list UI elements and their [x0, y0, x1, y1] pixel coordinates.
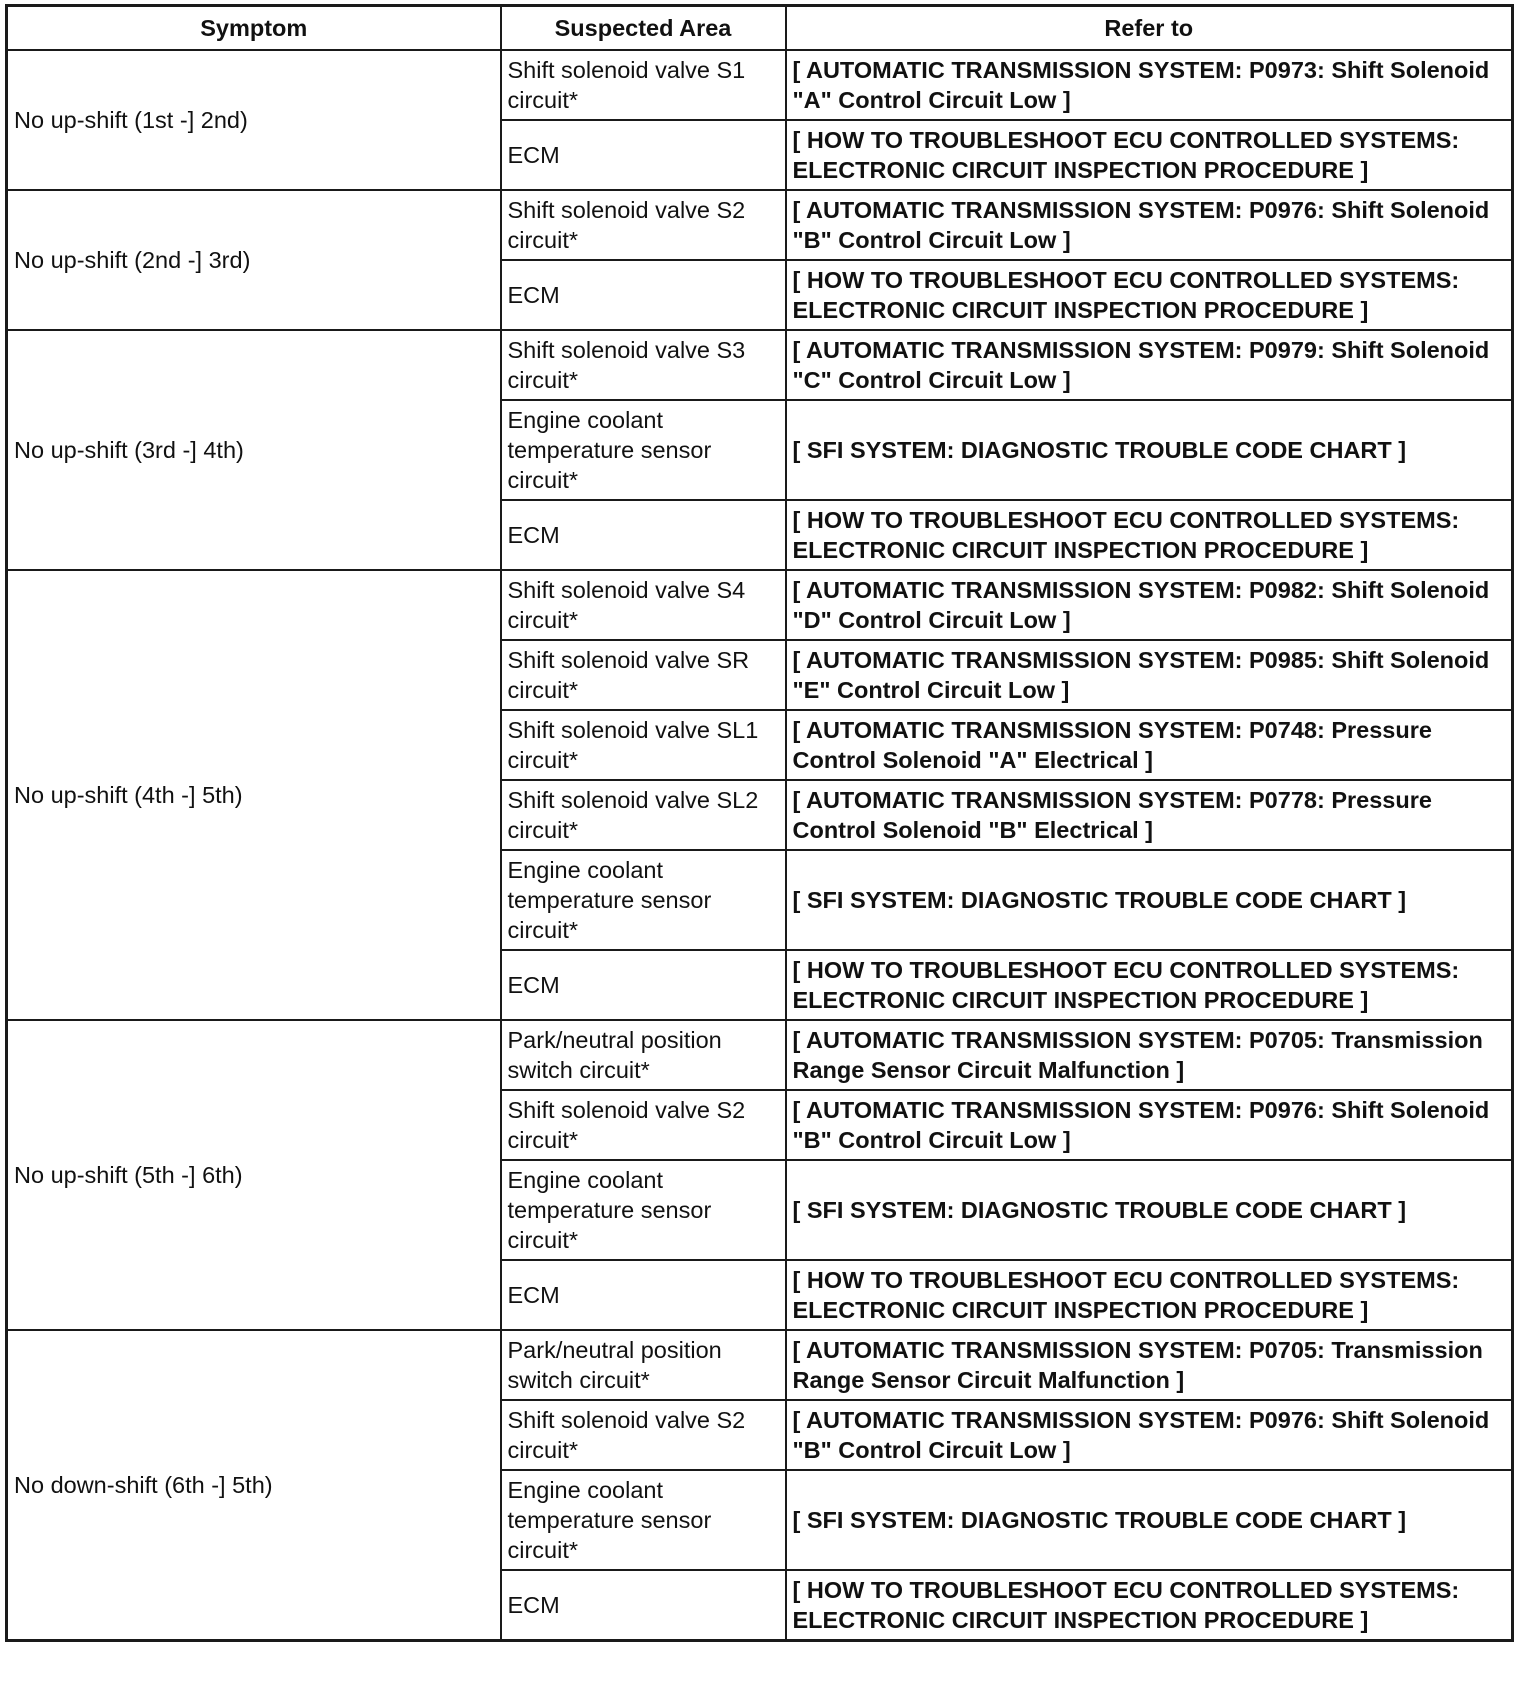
refer-to-link[interactable]: [ HOW TO TROUBLESHOOT ECU CONTROLLED SYSTEMS: ELECTRONIC CIRCUIT INSPECTION PROCEDURE ]	[786, 260, 1513, 330]
refer-to-link[interactable]: [ AUTOMATIC TRANSMISSION SYSTEM: P0979: Shift Solenoid "C" Control Circuit Low ]	[786, 330, 1513, 400]
suspected-area-cell: Engine coolant temperature sensor circuit*	[501, 1160, 786, 1260]
suspected-area-cell: ECM	[501, 1570, 786, 1641]
refer-to-link[interactable]: [ HOW TO TROUBLESHOOT ECU CONTROLLED SYSTEMS: ELECTRONIC CIRCUIT INSPECTION PROCEDURE ]	[786, 950, 1513, 1020]
suspected-area-cell: Shift solenoid valve S2 circuit*	[501, 190, 786, 260]
refer-to-link[interactable]: [ AUTOMATIC TRANSMISSION SYSTEM: P0976: Shift Solenoid "B" Control Circuit Low ]	[786, 1400, 1513, 1470]
table-row	[7, 50, 1513, 120]
suspected-area-cell: ECM	[501, 260, 786, 330]
refer-to-link[interactable]: [ SFI SYSTEM: DIAGNOSTIC TROUBLE CODE CHART ]	[786, 1160, 1513, 1260]
refer-to-link[interactable]: [ SFI SYSTEM: DIAGNOSTIC TROUBLE CODE CHART ]	[786, 850, 1513, 950]
header-refer-to: Refer to	[786, 6, 1513, 51]
refer-to-link[interactable]: [ AUTOMATIC TRANSMISSION SYSTEM: P0748: Pressure Control Solenoid "A" Electrical ]	[786, 710, 1513, 780]
table-row	[7, 330, 1513, 400]
refer-to-link[interactable]: [ HOW TO TROUBLESHOOT ECU CONTROLLED SYSTEMS: ELECTRONIC CIRCUIT INSPECTION PROCEDURE ]	[786, 1260, 1513, 1330]
table-row	[7, 1020, 1513, 1090]
symptom-cell: No up-shift (2nd -] 3rd)	[7, 190, 501, 330]
refer-to-link[interactable]: [ AUTOMATIC TRANSMISSION SYSTEM: P0985: Shift Solenoid "E" Control Circuit Low ]	[786, 640, 1513, 710]
symptom-cell: No up-shift (1st -] 2nd)	[7, 50, 501, 190]
refer-to-link[interactable]: [ HOW TO TROUBLESHOOT ECU CONTROLLED SYSTEMS: ELECTRONIC CIRCUIT INSPECTION PROCEDURE ]	[786, 500, 1513, 570]
header-row	[7, 6, 1513, 51]
symptom-cell: No up-shift (4th -] 5th)	[7, 570, 501, 1020]
suspected-area-cell: Shift solenoid valve SL1 circuit*	[501, 710, 786, 780]
refer-to-link[interactable]: [ AUTOMATIC TRANSMISSION SYSTEM: P0705: Transmission Range Sensor Circuit Malfunction ]	[786, 1020, 1513, 1090]
suspected-area-cell: Shift solenoid valve SR circuit*	[501, 640, 786, 710]
symptom-cell: No up-shift (5th -] 6th)	[7, 1020, 501, 1330]
refer-to-link[interactable]: [ AUTOMATIC TRANSMISSION SYSTEM: P0973: Shift Solenoid "A" Control Circuit Low ]	[786, 50, 1513, 120]
refer-to-link[interactable]: [ AUTOMATIC TRANSMISSION SYSTEM: P0982: Shift Solenoid "D" Control Circuit Low ]	[786, 570, 1513, 640]
suspected-area-cell: Engine coolant temperature sensor circuit*	[501, 850, 786, 950]
refer-to-link[interactable]: [ SFI SYSTEM: DIAGNOSTIC TROUBLE CODE CHART ]	[786, 1470, 1513, 1570]
suspected-area-cell: Shift solenoid valve S2 circuit*	[501, 1090, 786, 1160]
table-body	[7, 50, 1513, 1641]
suspected-area-cell: ECM	[501, 950, 786, 1020]
suspected-area-cell: Engine coolant temperature sensor circuit*	[501, 400, 786, 500]
symptom-cell: No up-shift (3rd -] 4th)	[7, 330, 501, 570]
suspected-area-cell: Engine coolant temperature sensor circuit*	[501, 1470, 786, 1570]
table-row	[7, 1330, 1513, 1400]
header-symptom: Symptom	[7, 6, 501, 51]
suspected-area-cell: Shift solenoid valve S4 circuit*	[501, 570, 786, 640]
refer-to-link[interactable]: [ HOW TO TROUBLESHOOT ECU CONTROLLED SYSTEMS: ELECTRONIC CIRCUIT INSPECTION PROCEDURE ]	[786, 1570, 1513, 1641]
refer-to-link[interactable]: [ SFI SYSTEM: DIAGNOSTIC TROUBLE CODE CHART ]	[786, 400, 1513, 500]
table-row	[7, 190, 1513, 260]
refer-to-link[interactable]: [ AUTOMATIC TRANSMISSION SYSTEM: P0778: Pressure Control Solenoid "B" Electrical ]	[786, 780, 1513, 850]
suspected-area-cell: Park/neutral position switch circuit*	[501, 1020, 786, 1090]
suspected-area-cell: ECM	[501, 120, 786, 190]
header-suspected-area: Suspected Area	[501, 6, 786, 51]
table-row	[7, 570, 1513, 640]
suspected-area-cell: Shift solenoid valve S3 circuit*	[501, 330, 786, 400]
symptom-cell: No down-shift (6th -] 5th)	[7, 1330, 501, 1641]
refer-to-link[interactable]: [ AUTOMATIC TRANSMISSION SYSTEM: P0976: Shift Solenoid "B" Control Circuit Low ]	[786, 190, 1513, 260]
refer-to-link[interactable]: [ AUTOMATIC TRANSMISSION SYSTEM: P0976: Shift Solenoid "B" Control Circuit Low ]	[786, 1090, 1513, 1160]
suspected-area-cell: ECM	[501, 1260, 786, 1330]
refer-to-link[interactable]: [ HOW TO TROUBLESHOOT ECU CONTROLLED SYSTEMS: ELECTRONIC CIRCUIT INSPECTION PROCEDURE ]	[786, 120, 1513, 190]
suspected-area-cell: ECM	[501, 500, 786, 570]
suspected-area-cell: Shift solenoid valve S2 circuit*	[501, 1400, 786, 1470]
suspected-area-cell: Park/neutral position switch circuit*	[501, 1330, 786, 1400]
suspected-area-cell: Shift solenoid valve S1 circuit*	[501, 50, 786, 120]
suspected-area-cell: Shift solenoid valve SL2 circuit*	[501, 780, 786, 850]
troubleshooting-table	[5, 4, 1514, 1642]
refer-to-link[interactable]: [ AUTOMATIC TRANSMISSION SYSTEM: P0705: Transmission Range Sensor Circuit Malfunction ]	[786, 1330, 1513, 1400]
